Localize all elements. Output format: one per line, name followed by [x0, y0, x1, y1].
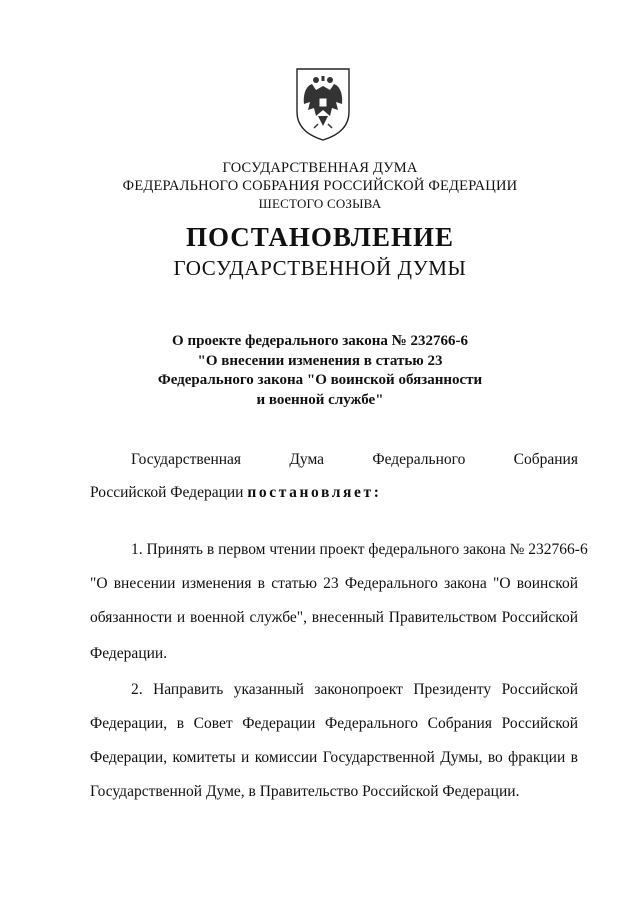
- subject-line: О проекте федерального закона № 232766-6: [172, 333, 468, 349]
- resolves-word: постановляет:: [247, 484, 382, 501]
- item1-line: обязанности и военной службе", внесенный Правительством Российской: [90, 609, 578, 626]
- intro-word: Государственная: [131, 451, 242, 468]
- document-title: ПОСТАНОВЛЕНИЕ: [185, 222, 455, 252]
- item1-line: "О внесении изменения в статью 23 Федерального закона "О воинской: [90, 575, 578, 592]
- header-line-assembly: ФЕДЕРАЛЬНОГО СОБРАНИЯ РОССИЙСКОЙ ФЕДЕРАЦИИ: [122, 178, 518, 194]
- header-line-duma: ГОСУДАРСТВЕННАЯ ДУМА: [222, 160, 418, 176]
- item2-line: Федерации, в Совет Федерации Федерального Собрания Российской: [90, 715, 578, 732]
- intro-line-2: [90, 484, 578, 502]
- intro-word: Собрания: [513, 451, 578, 468]
- intro-word: Федерального: [372, 451, 466, 468]
- subject-block: [0, 332, 640, 410]
- subject-line: и военной службе": [256, 391, 384, 408]
- item1-line: 1. Принять в первом чтении проект федерального закона № 232766-6: [131, 541, 588, 558]
- state-emblem-icon: [294, 66, 352, 142]
- item2-line: Государственной Думе, в Правительство Российской Федерации.: [90, 783, 520, 800]
- intro-line-1: [131, 451, 578, 469]
- subject-line: "О внесении изменения в статью 23: [197, 352, 443, 369]
- header-line-convocation: ШЕСТОГО СОЗЫВА: [258, 196, 382, 211]
- intro-text: Российской Федерации: [90, 484, 244, 501]
- document-subtitle: ГОСУДАРСТВЕННОЙ ДУМЫ: [173, 256, 467, 280]
- item2-line: Федерации, комитеты и комиссии Государственной Думы, во фракции в: [90, 749, 578, 766]
- item2-line: 2. Направить указанный законопроект Президенту Российской: [131, 681, 578, 698]
- subject-line: Федерального закона "О воинской обязанности: [157, 372, 483, 388]
- item1-line: Федерации.: [90, 645, 168, 662]
- intro-word: Дума: [289, 451, 325, 468]
